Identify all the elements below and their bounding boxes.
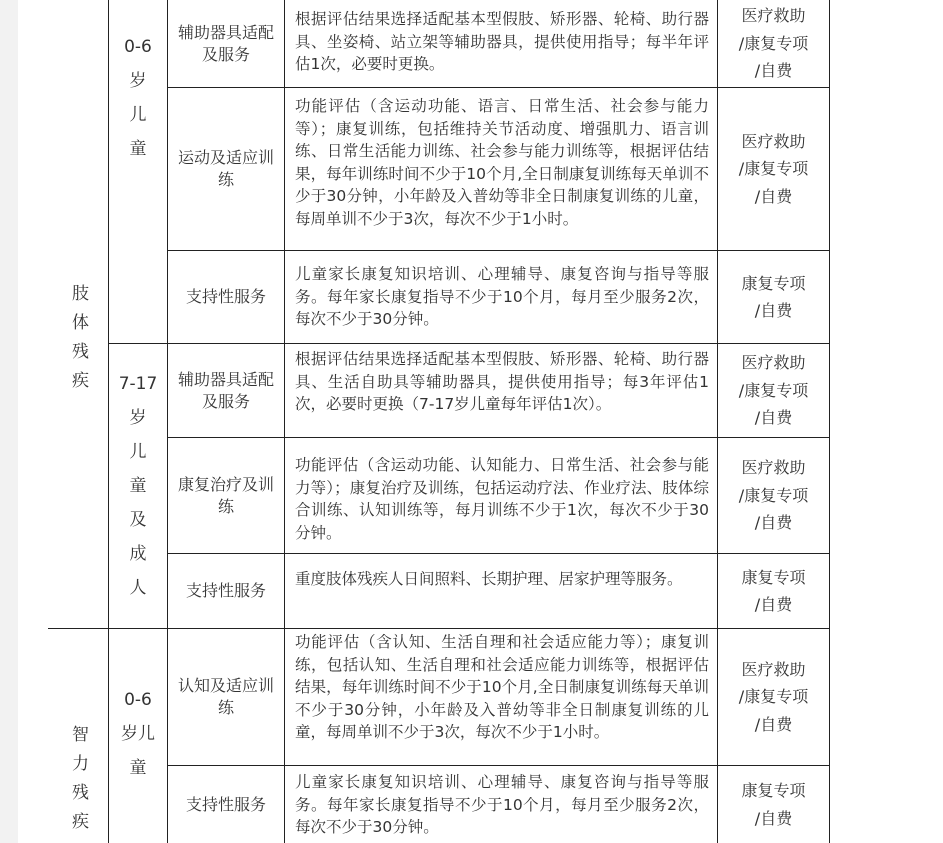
service-description-text: 功能评估（含认知、生活自理和社会适应能力等）；康复训练，包括认知、生活自理和社会适应能力训练等，根据评估结果，每年训练时间不少于10个月,全日制康复训练每天单训不少于30分钟，小年龄及入普幼等非全日制康复训练的儿童，每周单训不少于3次，每次不少于1小时。: [295, 633, 709, 741]
funding-line: 医疗救助: [741, 6, 806, 26]
service-item: [168, 88, 284, 250]
funding-line: /自费: [754, 301, 793, 320]
funding-source: [718, 0, 829, 87]
service-description: [285, 629, 717, 765]
category-label: 智力残疾: [68, 725, 88, 841]
age-label-line: 0-6: [124, 37, 152, 57]
service-description: [285, 438, 717, 553]
service-description-text: 功能评估（含运动功能、认知能力、日常生活、社会参与能力等）；康复治疗及训练，包括运动疗法、作业疗法、肢体综合训练、认知训练等，每月训练不少于1次，每次不少于30分钟。: [295, 456, 709, 542]
service-description: [285, 554, 717, 628]
age-label-line: 童: [129, 758, 147, 778]
funding-line: /康复专项: [738, 159, 809, 179]
age-label-line: 岁儿: [121, 724, 155, 744]
funding-line: /自费: [754, 186, 793, 206]
service-description-text: 根据评估结果选择适配基本型假肢、矫形器、轮椅、助行器具、生活自助具等辅助器具，提供使用指导；每3年评估1次，必要时更换（7-17岁儿童每年评估1次）。: [295, 350, 709, 413]
age-label-line: 儿: [129, 442, 147, 462]
service-description-text: 功能评估（含运动功能、语言、日常生活、社会参与能力等）；康复训练，包括维持关节活动度、增强肌力、语言训练、日常生活能力训练、社会参与能力训练等，根据评估结果，每年训练时间不少于10个月,全日制康复训练每天单训不少于30分钟，小年龄及入普幼等非全日制康复训练的儿童，每周单训不少于3次，每次不少于1小时。: [295, 97, 709, 228]
funding-line: /康复专项: [738, 380, 809, 400]
age-label-line: 岁: [129, 71, 147, 91]
service-item-label: 支持性服务: [185, 581, 266, 600]
service-description-text: 根据评估结果选择适配基本型假肢、矫形器、轮椅、助行器具、坐姿椅、站立架等辅助器具，提供使用指导；每半年评估1次，必要时更换。: [295, 10, 709, 73]
age-label-line: 成: [129, 544, 147, 564]
service-item-label: 支持性服务: [185, 794, 266, 814]
service-item: [168, 766, 284, 843]
service-item: [168, 344, 284, 437]
service-description: [285, 0, 717, 87]
funding-line: /康复专项: [738, 485, 809, 505]
funding-source: [718, 344, 829, 437]
service-item-label: 认知及适应训练: [177, 676, 274, 717]
funding-line: 医疗救助: [741, 353, 806, 373]
service-item-label: 辅助器具适配及服务: [177, 22, 274, 64]
service-item: [168, 251, 284, 343]
age-cell-0-6: [109, 0, 167, 343]
service-description: [285, 766, 717, 843]
age-cell-0-6-intellectual: [109, 629, 167, 843]
service-item-label: 支持性服务: [185, 287, 266, 306]
service-item-label: 康复治疗及训练: [177, 474, 274, 516]
funding-line: /自费: [754, 714, 793, 734]
funding-source: [718, 438, 829, 553]
funding-source: [718, 251, 829, 343]
service-description: [285, 88, 717, 250]
category-cell-intellectual: [48, 629, 108, 843]
age-label-line: 人: [129, 578, 147, 598]
service-item-label: 辅助器具适配及服务: [177, 369, 274, 411]
page-left-margin: [0, 0, 18, 843]
funding-line: /康复专项: [738, 33, 809, 53]
funding-source: [718, 554, 829, 628]
service-description-text: 儿童家长康复知识培训、心理辅导、康复咨询与指导等服务。每年家长康复指导不少于10个月，每月至少服务2次，每次不少于30分钟。: [295, 773, 709, 836]
funding-line: 康复专项: [741, 567, 806, 587]
age-label-line: 童: [129, 139, 147, 159]
age-label-line: 儿: [129, 105, 147, 125]
service-item-label: 运动及适应训练: [177, 148, 274, 189]
age-label-line: 7-17: [118, 374, 158, 394]
funding-source: [718, 629, 829, 765]
service-item: [168, 438, 284, 553]
funding-line: 医疗救助: [741, 131, 806, 151]
age-label-line: 及: [129, 510, 147, 530]
service-item: [168, 0, 284, 87]
age-label-line: 童: [129, 476, 147, 496]
service-description: [285, 344, 717, 437]
service-item: [168, 554, 284, 628]
funding-line: /自费: [754, 513, 793, 533]
service-description-text: 儿童家长康复知识培训、心理辅导、康复咨询与指导等服务。每年家长康复指导不少于10个月，每月至少服务2次，每次不少于30分钟。: [295, 265, 709, 328]
funding-line: /自费: [754, 408, 793, 428]
service-description-text: 重度肢体残疾人日间照料、长期护理、居家护理等服务。: [295, 570, 683, 588]
funding-source: [718, 88, 829, 250]
funding-line: /康复专项: [738, 687, 809, 707]
age-label-line: 岁: [129, 408, 147, 428]
category-cell-limb: [48, 0, 108, 628]
age-cell-7-17: [109, 344, 167, 628]
funding-line: 医疗救助: [741, 458, 806, 478]
funding-line: /自费: [754, 61, 793, 81]
funding-line: 医疗救助: [741, 659, 806, 679]
funding-line: /自费: [754, 808, 793, 828]
category-label: 肢体残疾: [68, 284, 88, 400]
funding-line: 康复专项: [741, 781, 806, 800]
age-label-line: 0-6: [124, 690, 152, 710]
service-item: [168, 629, 284, 765]
funding-source: [718, 766, 829, 843]
service-description: [285, 251, 717, 343]
funding-line: /自费: [754, 595, 793, 614]
funding-line: 康复专项: [741, 273, 806, 293]
